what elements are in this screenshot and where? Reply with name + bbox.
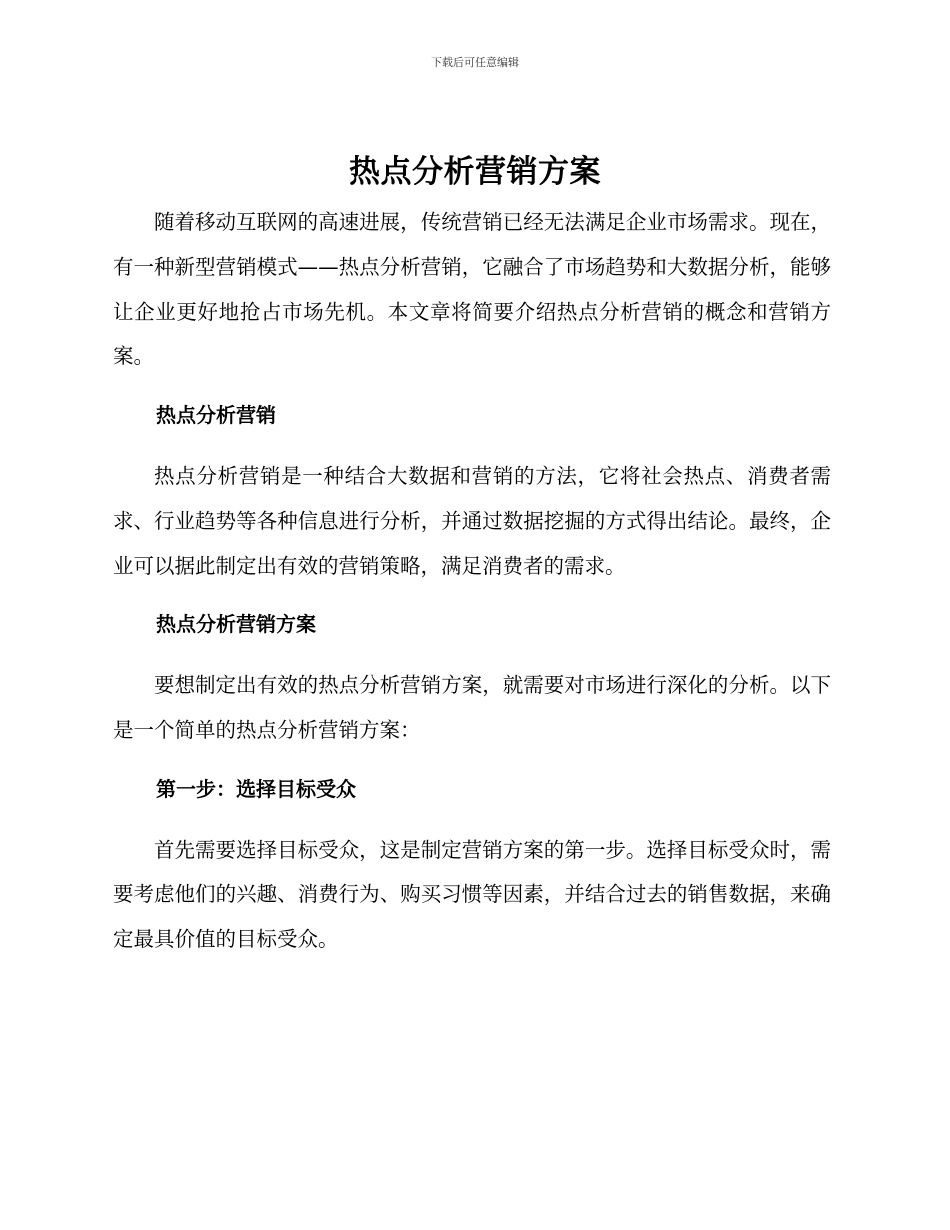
intro-paragraph: 随着移动互联网的高速进展，传统营销已经无法满足企业市场需求。现在，有一种新型营销模式——热点分析营销，它融合了市场趋势和大数据分析，能够让企业更好地抢占市场先机。本文章将简要介绍热点分析营销的概念和营销方案。: [113, 210, 831, 369]
section-heading: 第一步：选择目标受众: [156, 776, 356, 801]
section-paragraph: 首先需要选择目标受众，这是制定营销方案的第一步。选择目标受众时，需要考虑他们的兴趣、消费行为、购买习惯等因素，并结合过去的销售数据，来确定最具价值的目标受众。: [113, 837, 831, 952]
section-paragraph: 要想制定出有效的热点分析营销方案，就需要对市场进行深化的分析。以下是一个简单的热点分析营销方案：: [113, 673, 831, 742]
document-body: [113, 200, 831, 962]
header-note: 下载后可任意编辑: [431, 56, 519, 69]
section-paragraph: 热点分析营销是一种结合大数据和营销的方法，它将社会热点、消费者需求、行业趋势等各种信息进行分析，并通过数据挖掘的方式得出结论。最终，企业可以据此制定出有效的营销策略，满足消费者的需求。: [113, 463, 831, 578]
section-heading: 热点分析营销方案: [156, 612, 316, 637]
section-heading: 热点分析营销: [156, 403, 276, 428]
document-title: 热点分析营销方案: [349, 154, 601, 190]
